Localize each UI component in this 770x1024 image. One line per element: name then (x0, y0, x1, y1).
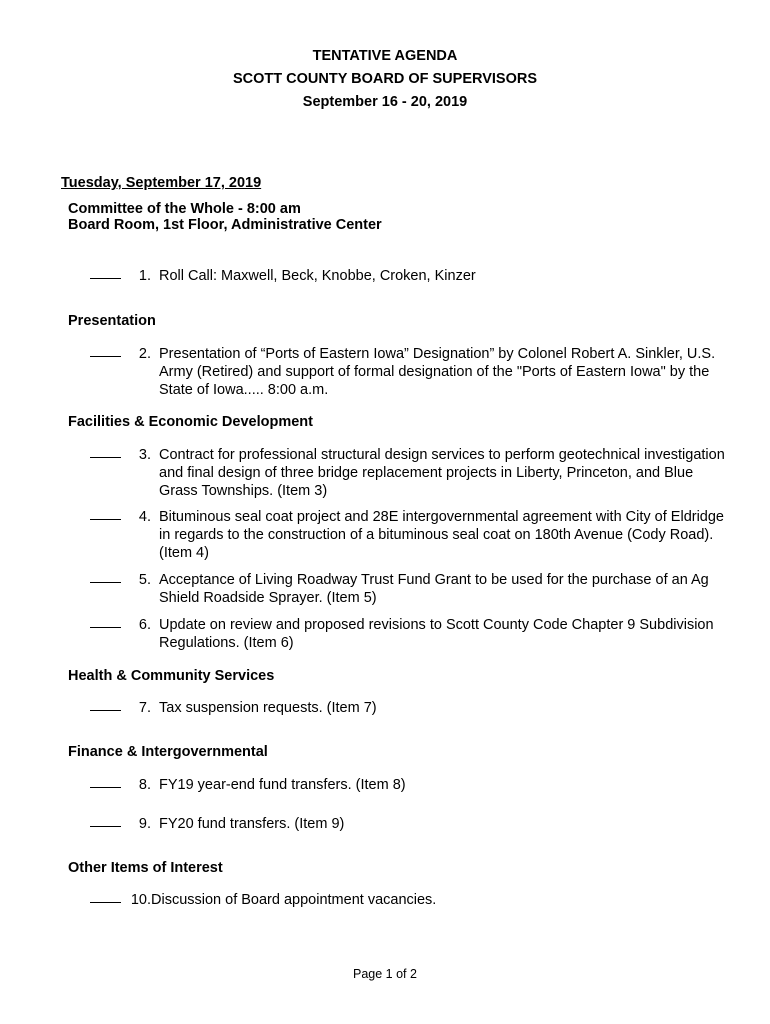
section-health: Health & Community Services (68, 668, 275, 684)
checkbox-line (90, 902, 121, 903)
item-text: Contract for professional structural design services to perform geotechnical investigation and final design of three bridge replacement projects in Liberty, Princeton, and Blue Grass Townships. (Item 3) (159, 447, 725, 499)
agenda-item (90, 508, 730, 562)
item-text: Tax suspension requests. (Item 7) (159, 700, 377, 716)
item-number: 10. (130, 892, 151, 908)
section-presentation: Presentation (68, 313, 156, 329)
section-other: Other Items of Interest (68, 860, 223, 876)
checkbox-line (90, 278, 121, 279)
agenda-item (90, 776, 730, 794)
agenda-item (90, 616, 730, 652)
agenda-item (90, 891, 730, 909)
meeting-location: Board Room, 1st Floor, Administrative Center (68, 217, 382, 233)
item-text: Discussion of Board appointment vacancies. (151, 892, 437, 908)
item-number: 5. (138, 572, 151, 588)
checkbox-line (90, 519, 121, 520)
checkbox-line (90, 627, 121, 628)
item-number: 6. (138, 617, 151, 633)
page-number: Page 1 of 2 (353, 967, 417, 981)
item-number: 1. (138, 268, 151, 284)
agenda-item (90, 267, 730, 285)
item-number: 4. (138, 509, 151, 525)
meeting-time: Committee of the Whole - 8:00 am (68, 201, 301, 217)
checkbox-line (90, 356, 121, 357)
checkbox-line (90, 457, 121, 458)
item-text: Update on review and proposed revisions to Scott County Code Chapter 9 Subdivision Regulations. (Item 6) (159, 617, 714, 651)
item-text: Acceptance of Living Roadway Trust Fund Grant to be used for the purchase of an Ag Shield Roadside Sprayer. (Item 5) (159, 572, 709, 606)
item-number: 7. (138, 700, 151, 716)
agenda-item (90, 446, 730, 500)
agenda-date-range: September 16 - 20, 2019 (302, 94, 468, 110)
section-finance: Finance & Intergovernmental (68, 744, 268, 760)
checkbox-line (90, 826, 121, 827)
item-number: 2. (138, 346, 151, 362)
item-number: 8. (138, 777, 151, 793)
item-text: Presentation of “Ports of Eastern Iowa” Designation” by Colonel Robert A. Sinkler, U.S. Army (Retired) and support of formal designation of the "Ports of Eastern Iowa" by the State of Iowa..... 8:00 a.m. (159, 346, 716, 398)
item-text: Roll Call: Maxwell, Beck, Knobbe, Croken, Kinzer (159, 268, 476, 284)
item-text: FY19 year-end fund transfers. (Item 8) (159, 777, 406, 793)
meeting-date: Tuesday, September 17, 2019 (61, 175, 262, 191)
agenda-item (90, 815, 730, 833)
board-name: SCOTT COUNTY BOARD OF SUPERVISORS (233, 71, 537, 87)
agenda-item (90, 571, 730, 607)
agenda-item (90, 345, 730, 399)
item-text: FY20 fund transfers. (Item 9) (159, 816, 345, 832)
agenda-title: TENTATIVE AGENDA (312, 48, 458, 64)
checkbox-line (90, 787, 121, 788)
checkbox-line (90, 710, 121, 711)
item-text: Bituminous seal coat project and 28E intergovernmental agreement with City of Eldridge in regards to the construction of a bituminous seal coat on 180th Avenue (Cody Road). (Item 4) (159, 509, 724, 561)
agenda-item (90, 699, 730, 717)
section-facilities: Facilities & Economic Development (68, 414, 313, 430)
item-number: 3. (138, 447, 151, 463)
checkbox-line (90, 582, 121, 583)
item-number: 9. (138, 816, 151, 832)
